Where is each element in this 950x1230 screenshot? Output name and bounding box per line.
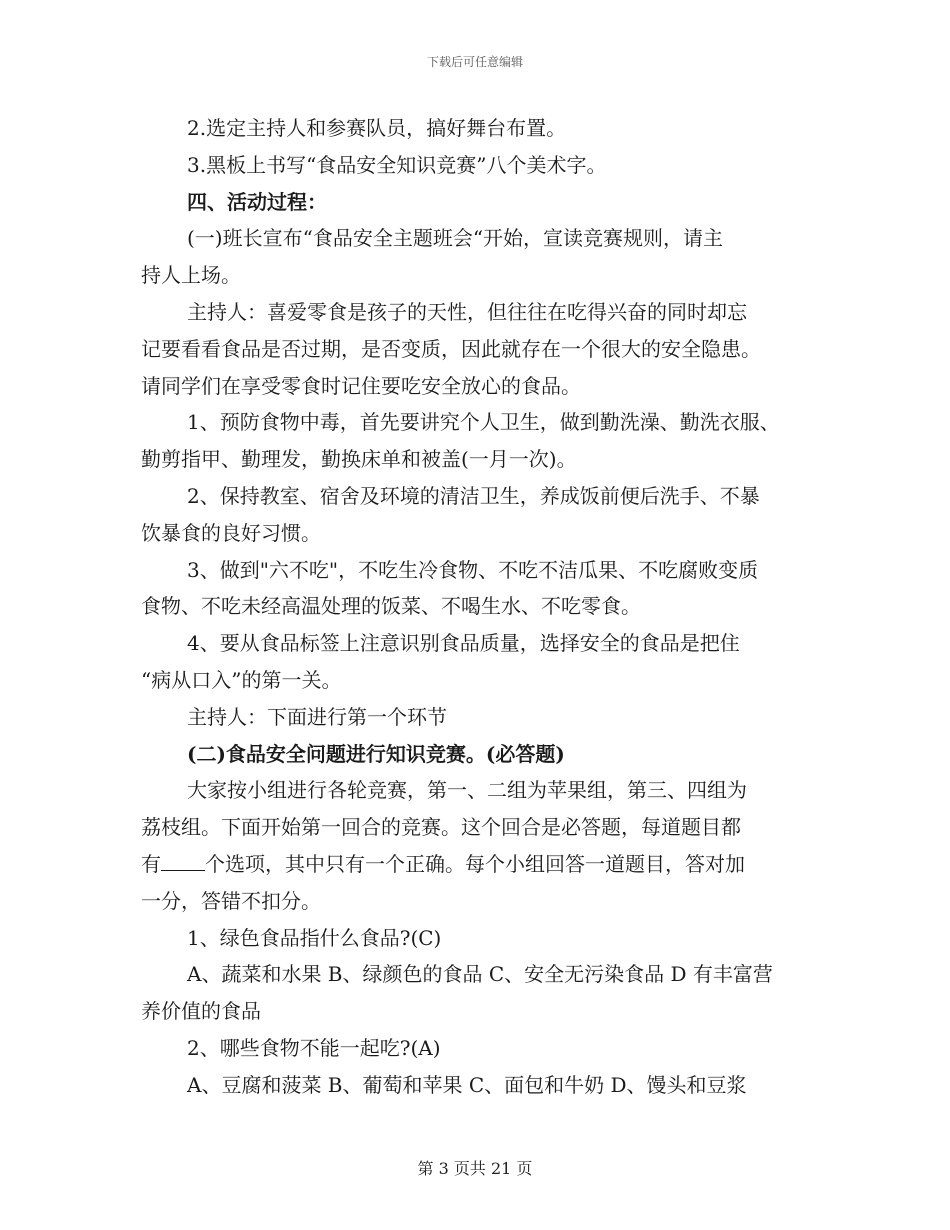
paragraph-line: 勤剪指甲、勤理发，勤换床单和被盖(一月一次)。 <box>141 447 577 472</box>
paragraph-line: 主持人：喜爱零食是孩子的天性，但往往在吃得兴奋的同时却忘 <box>187 299 747 324</box>
paragraph-line: 一分，答错不扣分。 <box>141 888 321 913</box>
paragraph-line: 3.黑板上书写“食品安全知识竞赛”八个美术字。 <box>187 152 607 177</box>
paragraph-line: 2.选定主持人和参赛队员，搞好舞台布置。 <box>187 116 567 140</box>
paragraph-line: 大家按小组进行各轮竞赛，第一、二组为苹果组，第三、四组为 <box>187 778 747 803</box>
line-text: 有 <box>141 851 161 876</box>
question-line: 1、绿色食品指什么食品?(C) <box>187 925 442 950</box>
paragraph-line: 请同学们在享受零食时记住要吃安全放心的食品。 <box>141 373 581 398</box>
paragraph-line: “病从口入”的第一关。 <box>141 667 342 692</box>
paragraph-line: 3、做到"六不吃"，不吃生冷食物、不吃不洁瓜果、不吃腐败变质 <box>187 557 759 582</box>
paragraph-line: 1、预防食物中毒，首先要讲究个人卫生，做到勤洗澡、勤洗衣服、 <box>187 410 780 435</box>
fill-in-blank <box>161 852 205 871</box>
answer-options: A、蔬菜和水果 B、绿颜色的食品 C、安全无污染食品 D 有丰富营 <box>187 962 773 987</box>
section-heading: 四、活动过程： <box>187 189 327 214</box>
line-text: 个选项，其中只有一个正确。每个小组回答一道题目，答对加 <box>205 851 745 876</box>
document-body <box>141 110 841 1104</box>
question-line: 2、哪些食物不能一起吃?(A) <box>187 1035 441 1060</box>
paragraph-line: 荔枝组。下面开始第一回合的竞赛。这个回合是必答题，每道题目都 <box>141 815 741 840</box>
page-header: 下载后可任意编辑 <box>426 55 523 69</box>
answer-options: 养价值的食品 <box>141 999 261 1024</box>
paragraph-line: 主持人：下面进行第一个环节 <box>187 704 447 729</box>
answer-options: A、豆腐和菠菜 B、葡萄和苹果 C、面包和牛奶 D、馒头和豆浆 <box>187 1072 747 1097</box>
paragraph-line <box>141 846 841 883</box>
section-heading: (二)食品安全问题进行知识竞赛。(必答题) <box>187 741 565 766</box>
paragraph-line: 4、要从食品标签上注意识别食品质量，选择安全的食品是把住 <box>187 631 740 656</box>
paragraph-line: 2、保持教室、宿舍及环境的清洁卫生，养成饭前便后洗手、不暴 <box>187 483 760 508</box>
paragraph-line: 食物、不吃未经高温处理的饭菜、不喝生水、不吃零食。 <box>141 594 641 619</box>
page-footer: 第 3 页共 21 页 <box>417 1159 533 1178</box>
paragraph-line: 记要看看食品是否过期，是否变质，因此就存在一个很大的安全隐患。 <box>141 336 761 361</box>
paragraph-line: (一)班长宣布“食品安全主题班会“开始，宣读竞赛规则，请主 <box>187 226 724 251</box>
paragraph-line: 持人上场。 <box>141 263 241 288</box>
paragraph-line: 饮暴食的良好习惯。 <box>141 520 321 545</box>
